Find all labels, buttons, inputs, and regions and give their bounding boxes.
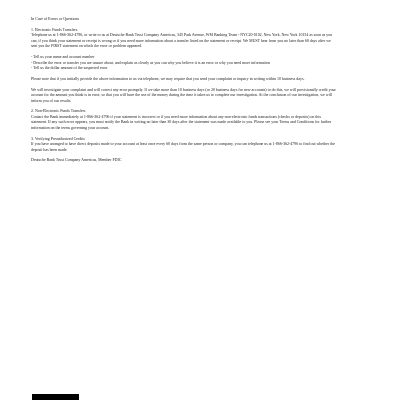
section-electronic-transfers (31, 27, 337, 103)
section-preauthorized-credits (31, 136, 337, 152)
section-paragraph: If you have arranged to have direct deposits made to your account at least once every 60 days from the same person or company, you can telephone us at 1-866-362-4796 to find out whether the deposit has been made. (31, 141, 336, 152)
list-item: - Describe the error or transfer you are unsure about, and explain as clearly as you can why you believe it is an error or why you need more information (31, 59, 270, 65)
section-heading: 3. Verifying Preauthorized Credits (31, 135, 85, 141)
footer-text: Deutsche Bank Trust Company Americas, Member FDIC (31, 157, 122, 163)
section-heading: 1. Electronic Funds Transfers (31, 26, 78, 32)
document-title: In Case of Errors or Questions (31, 16, 80, 21)
section-paragraph: Telephone us at 1-866-362-4796, or write to us at Deutsche Bank Trust Company Americas, 345 Park Avenue, WM Banking Team - NYC20-0102, New York, New York 10154 as soon as you can, if you think your statement or receipt is wrong or if you need more information about a transfer listed on the statement or receipt. We MUST hear from you no later than 60 days after we sent you the FIRST statement on which the error or problem appeared. (31, 32, 333, 49)
black-bar (32, 394, 79, 400)
document-body (31, 16, 337, 163)
requirements-list (31, 54, 337, 70)
list-item: - Tell us your name and account number (31, 54, 95, 60)
section-paragraph: We will investigate your complaint and will correct any error promptly. If we take more than 10 business days (or 20 business days for new accounts) to do this, we will provisionally credit your account for the amount you think is in error, so that you will have the use of the money during the time it takes us to complete our investigation. At the conclusion of our investigation, we will inform you of our results. (31, 86, 336, 103)
section-heading: 2. Non-Electronic Funds Transfers (31, 108, 86, 114)
section-non-electronic-transfers (31, 108, 337, 130)
section-paragraph: Contact the Bank immediately at 1-866-362-4796 if your statement is incorrect or if you need more information about any non-electronic funds transactions (checks or deposits) on this statement. If any such error appears, you must notify the Bank in writing no later than 30 days after the statement was made available to you. Please see your Terms and Conditions for further information on the terms governing your account. (31, 113, 332, 130)
list-item: - Tell us the dollar amount of the suspected error (31, 64, 108, 70)
section-paragraph: Please note that if you initially provide the above information to us via telephone, we may require that you send your complaint or inquiry in writing within 10 business days. (31, 75, 305, 81)
